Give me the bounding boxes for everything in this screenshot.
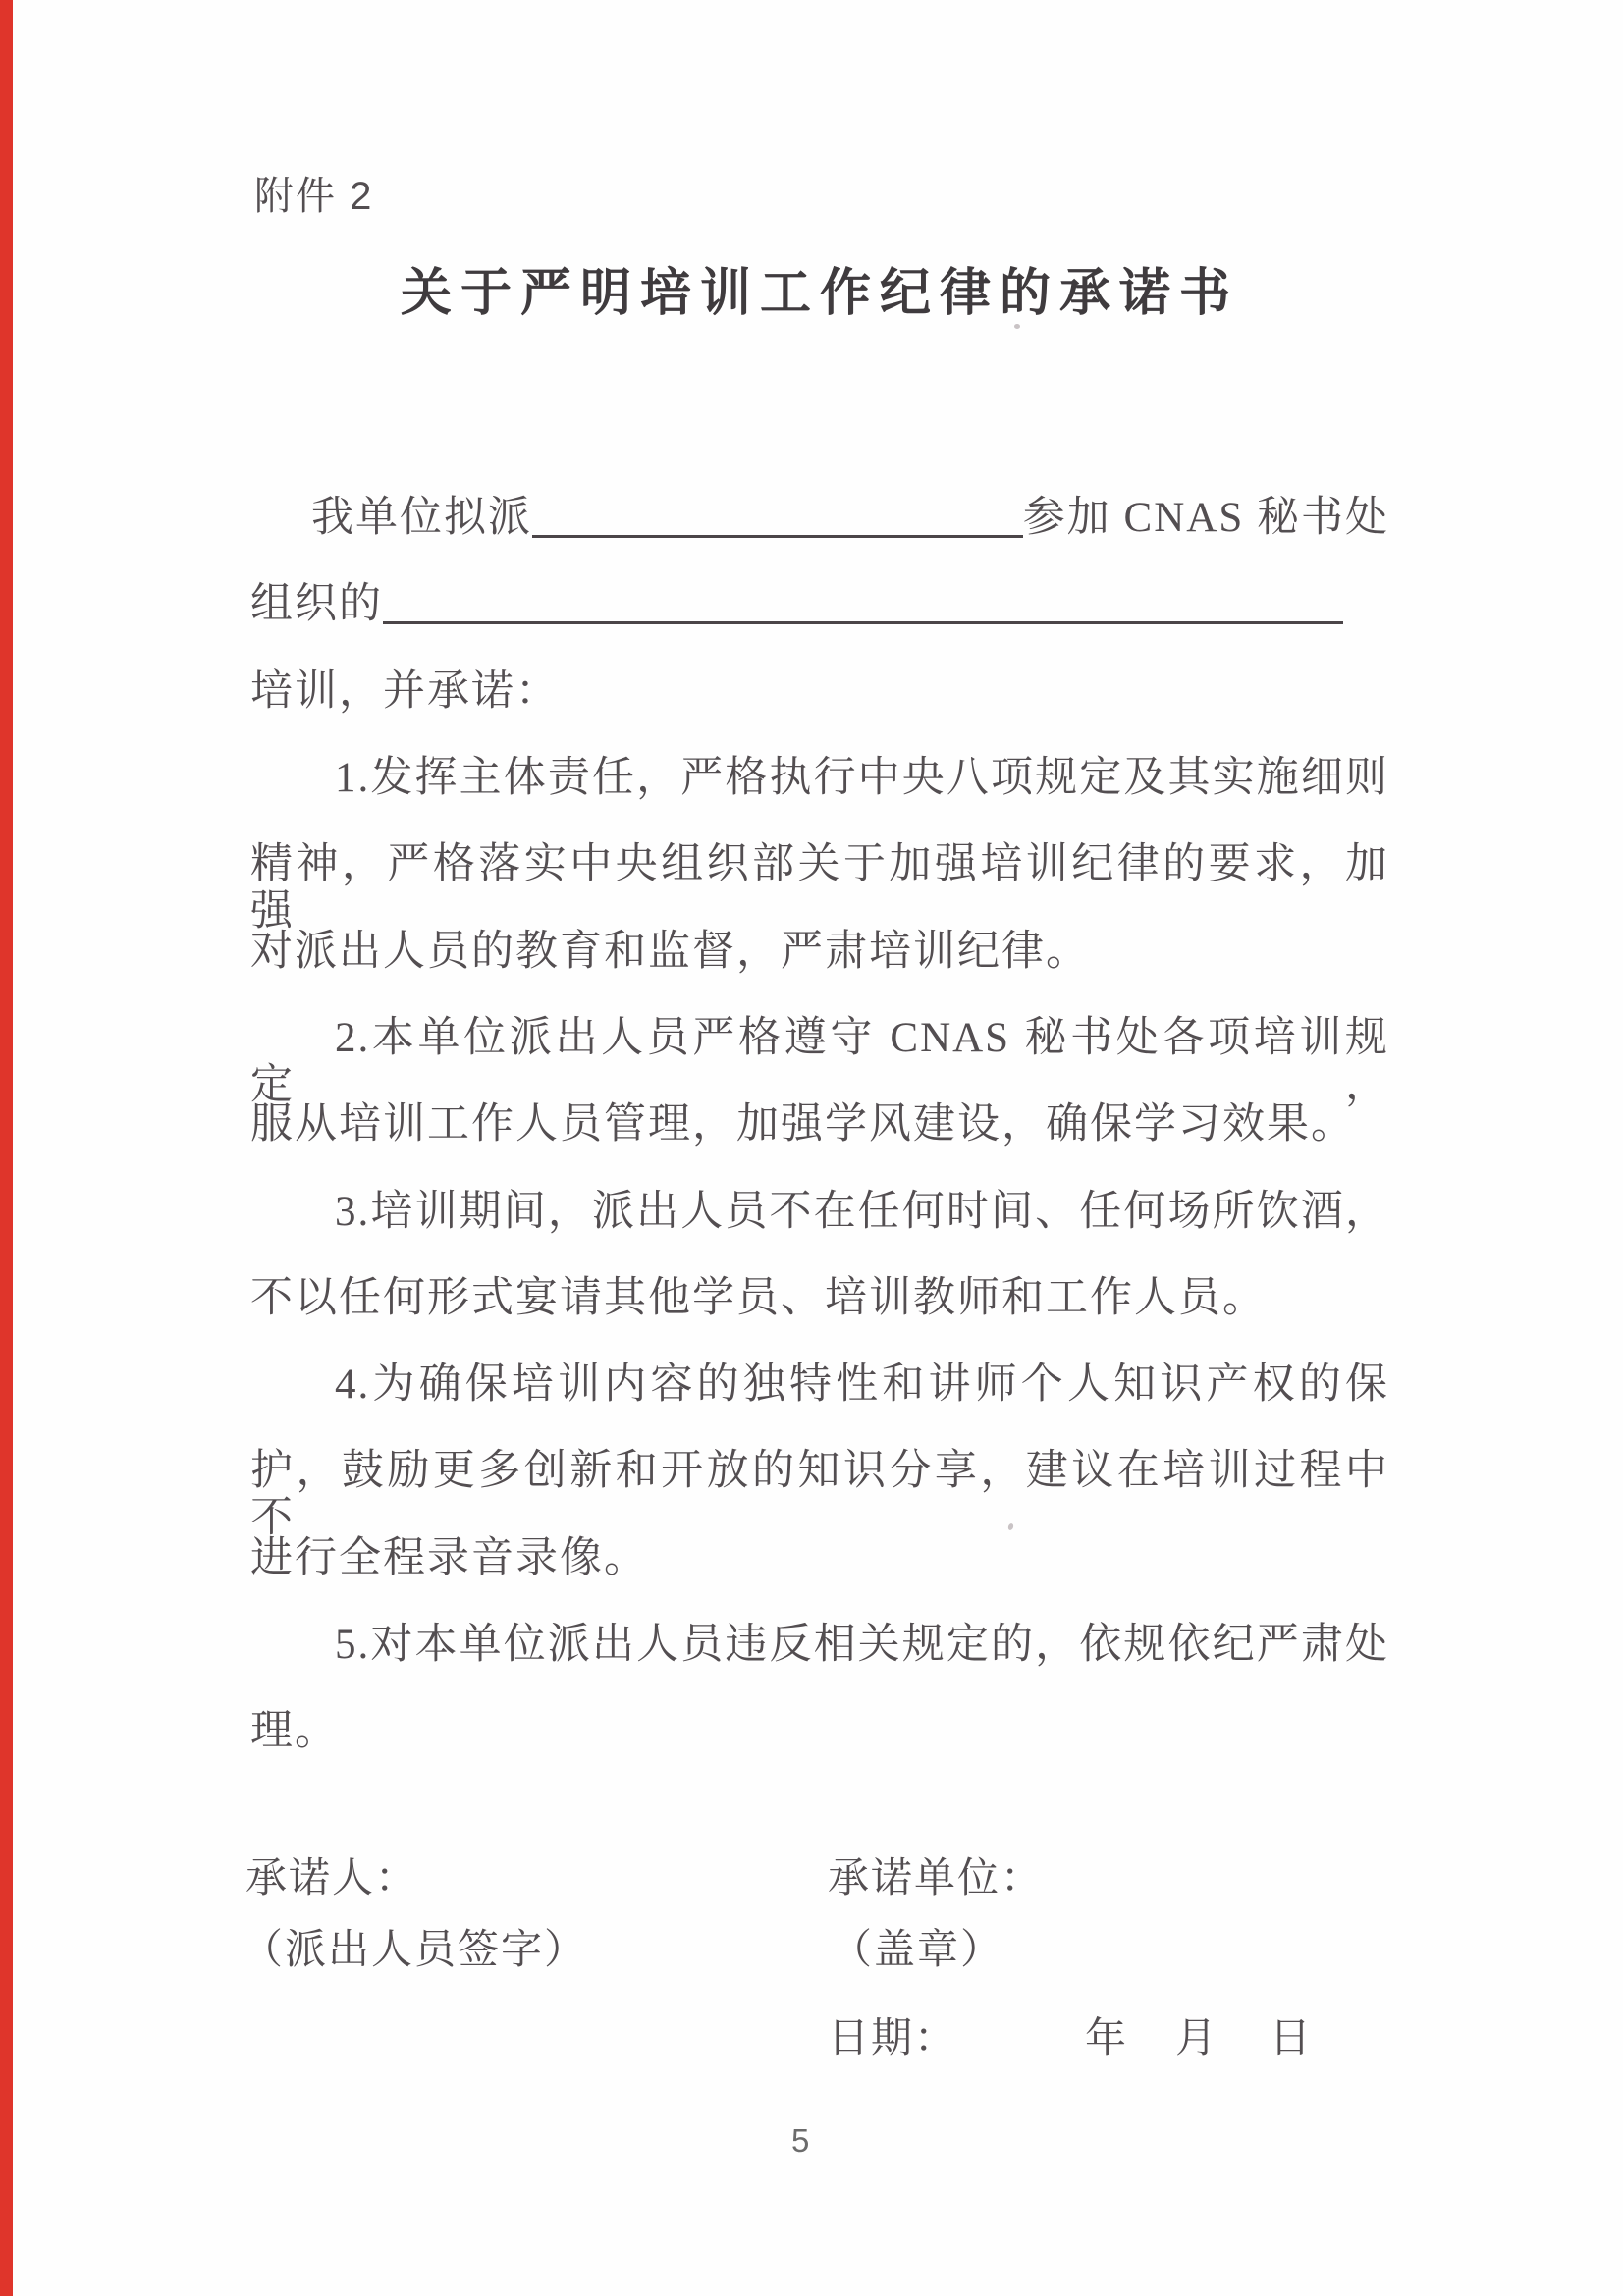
- intro-line1-suffix: 参加 CNAS 秘书处: [1022, 495, 1389, 541]
- intro-line-3: 培训，并承诺：: [250, 668, 560, 715]
- page-number: 5: [791, 2122, 810, 2159]
- promiser-label: 承诺人：: [245, 1856, 419, 1901]
- unit-label: 承诺单位：: [828, 1856, 1045, 1901]
- body-line: 理。: [250, 1708, 339, 1754]
- intro-line-2: [250, 581, 1343, 630]
- document-title: 关于严明培训工作纪律的承诺书: [401, 265, 1240, 322]
- body-line: 服从培训工作人员管理，加强学风建设，确保学习效果。: [250, 1101, 1355, 1148]
- body-line: 进行全程录音录像。: [250, 1535, 648, 1581]
- scan-red-edge: [0, 0, 13, 2296]
- intro-line1-prefix: 我单位拟派: [311, 495, 532, 541]
- scan-speck: [1007, 1522, 1014, 1530]
- month-label: 月: [1175, 2016, 1219, 2061]
- body-line: 1.发挥主体责任，严格执行中央八项规定及其实施细则: [335, 755, 1389, 801]
- body-line: 5.对本单位派出人员违反相关规定的，依规依纪严肃处: [335, 1622, 1389, 1668]
- body-line: 精神，严格落实中央组织部关于加强培训纪律的要求，加强: [250, 841, 1389, 934]
- body-line: 3.培训期间，派出人员不在任何时间、任何场所饮酒，: [335, 1189, 1389, 1235]
- promiser-note: （派出人员签字）: [242, 1928, 588, 1973]
- attachment-label: 附件 2: [254, 175, 374, 218]
- fill-in-blank-personnel: [532, 495, 1023, 538]
- intro-line-1: [250, 495, 1389, 544]
- body-line: 2.本单位派出人员严格遵守 CNAS 秘书处各项培训规定，: [250, 1015, 1389, 1108]
- day-label: 日: [1270, 2016, 1314, 2061]
- body-line: 护，鼓励更多创新和开放的知识分享，建议在培训过程中不: [250, 1448, 1389, 1541]
- unit-note: （盖章）: [831, 1928, 1004, 1973]
- paragraph-indent: [250, 495, 311, 544]
- scan-speck: [1014, 324, 1020, 329]
- year-label: 年: [1085, 2016, 1129, 2061]
- fill-in-blank-training: [383, 581, 1343, 624]
- body-line: 4.为确保培训内容的独特性和讲师个人知识产权的保: [335, 1362, 1389, 1408]
- body-line: 不以任何形式宴请其他学员、培训教师和工作人员。: [250, 1275, 1267, 1321]
- intro-line2-prefix: 组织的: [250, 581, 383, 627]
- date-line: [828, 2005, 1313, 2064]
- body-line: 对派出人员的教育和监督，严肃培训纪律。: [250, 929, 1090, 975]
- date-label: 日期：: [828, 2016, 958, 2061]
